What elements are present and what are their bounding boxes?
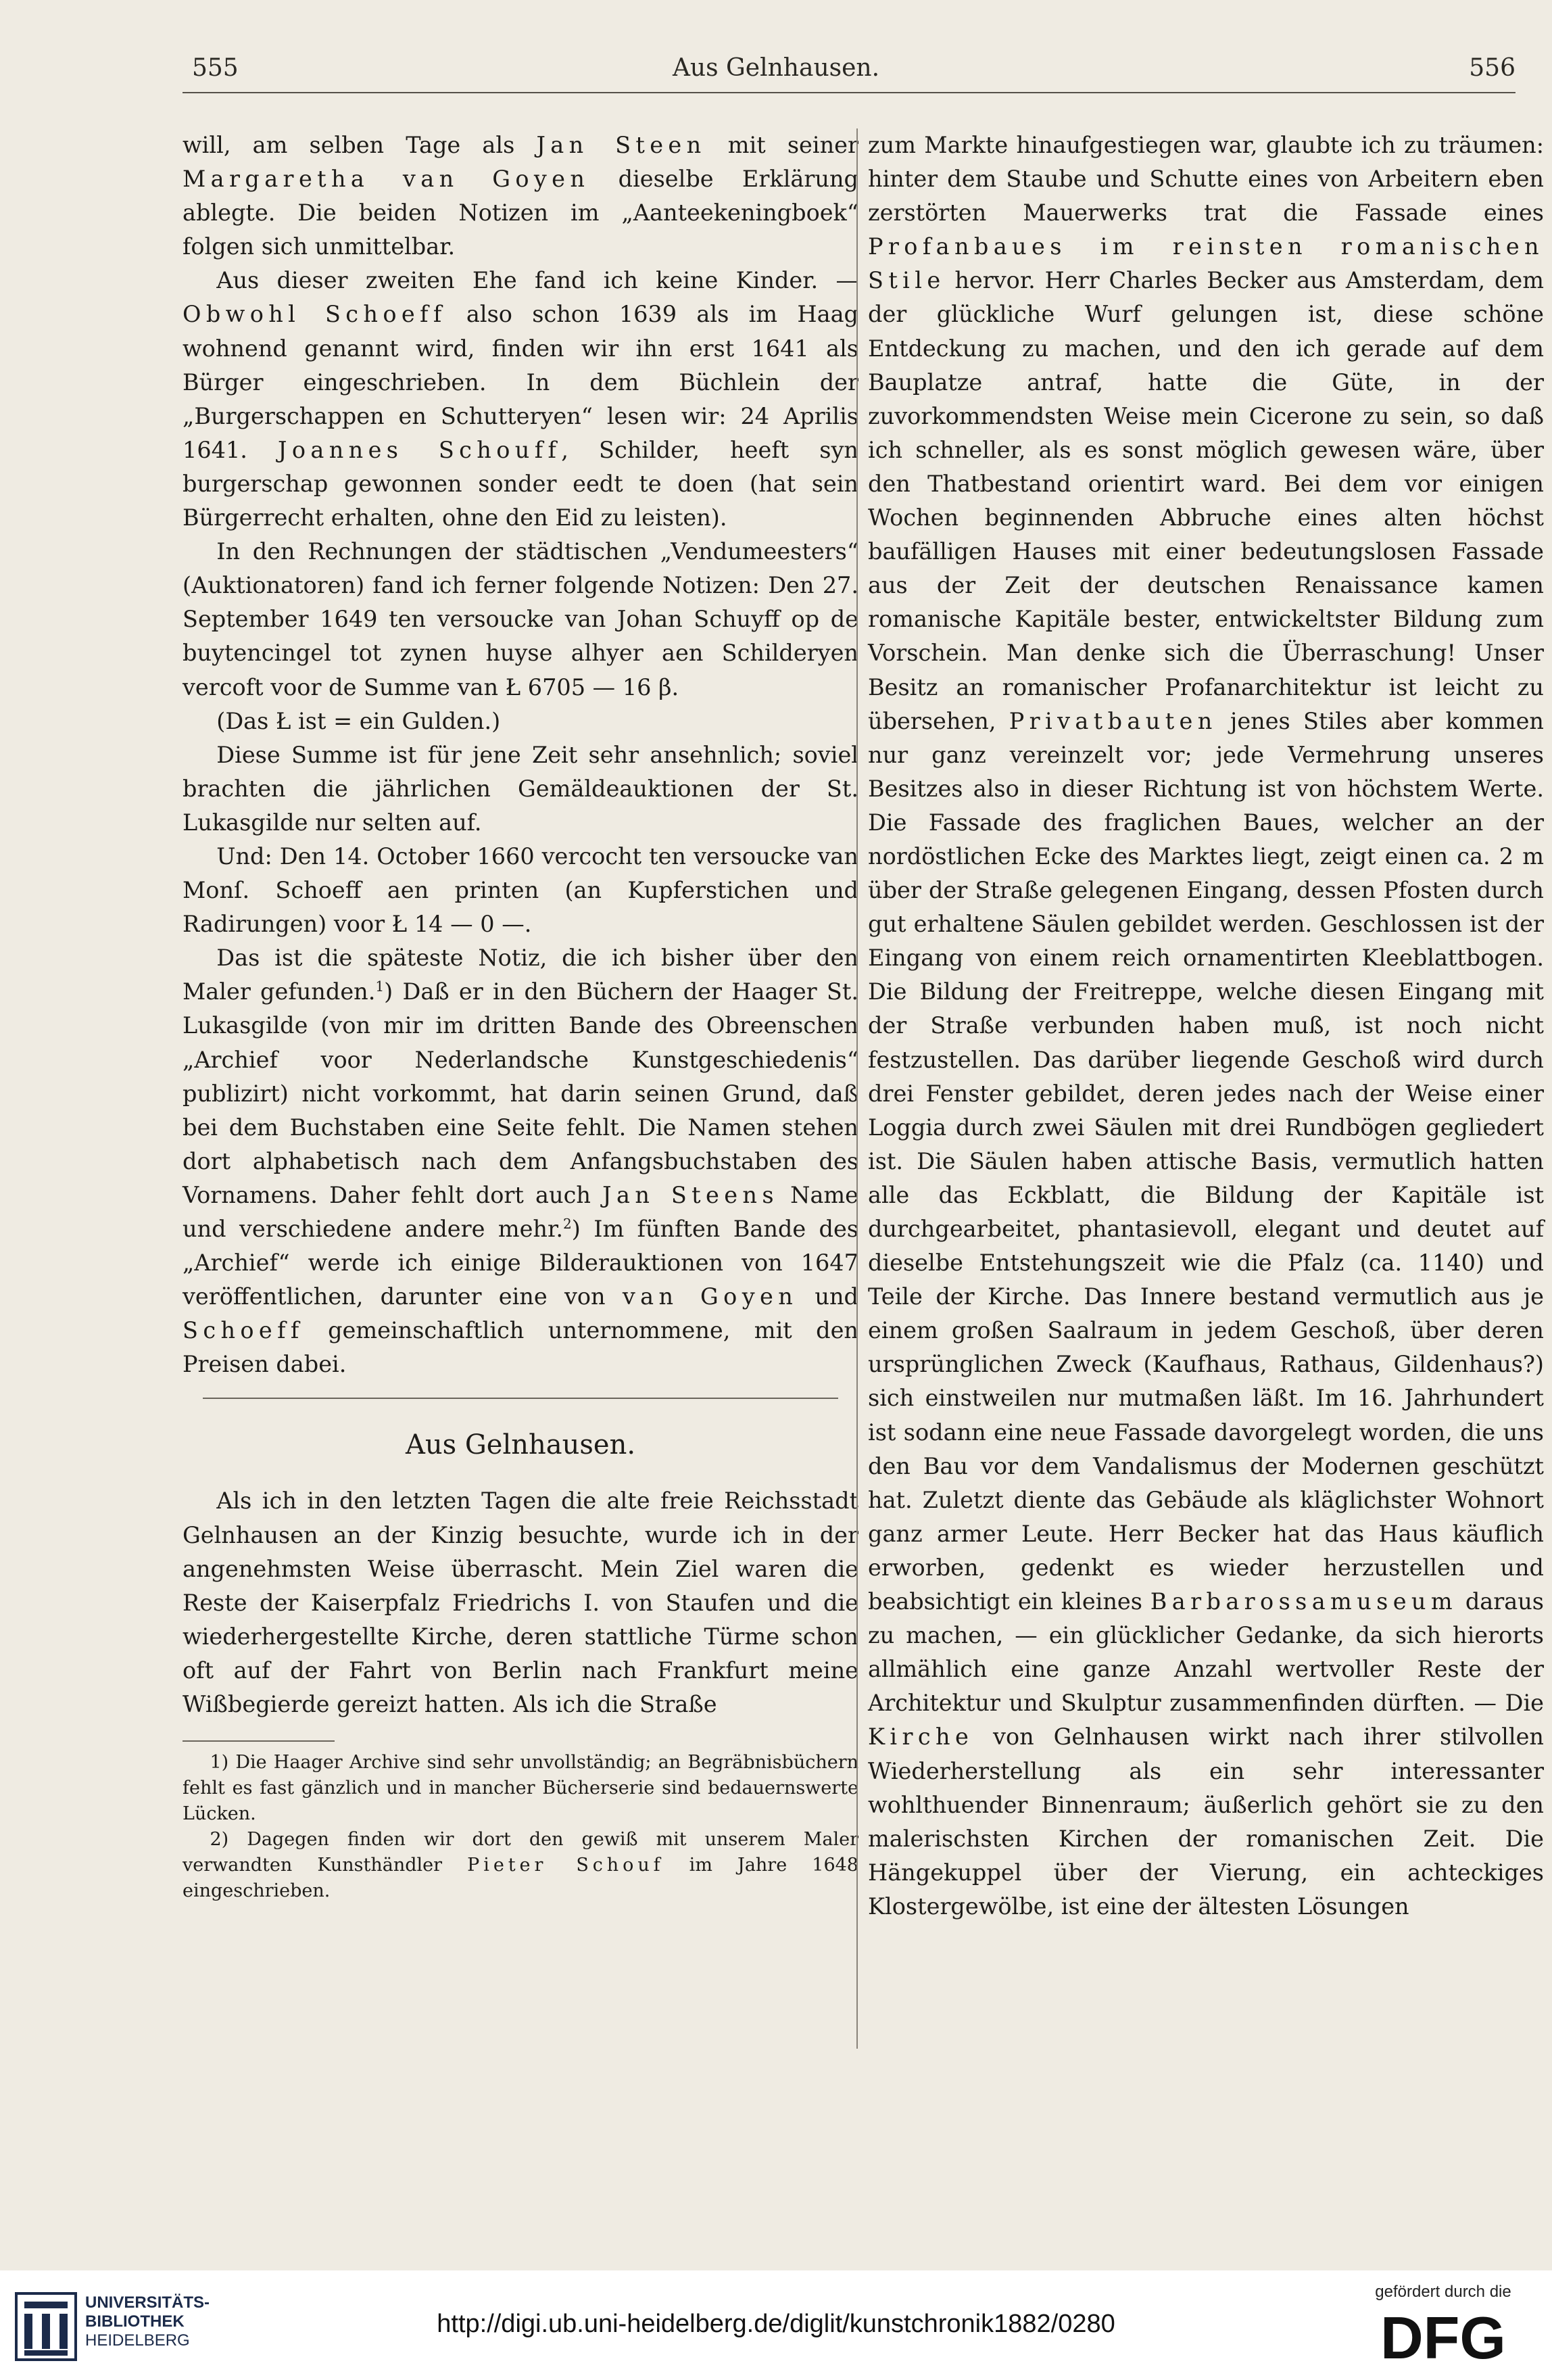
paragraph: will, am selben Tage als Jan Steen mit seiner Margaretha van Goyen dieselbe Erklärung ablegte. Die beiden Notizen im „Aanteekeningboek“ folgen sich unmittelbar. [183,132,858,260]
dfg-logo-text: DFG [1380,2306,1506,2366]
emphasis: Profanbaues im reinsten romanischen Stile [868,233,1544,294]
page-header [0,0,1552,101]
paragraph: Und: Den 14. October 1660 vercocht ten versoucke van Monſ. Schoeff aen printen (an Kupferstichen und Radirungen) voor Ł 14 — 0 —. [183,842,858,938]
footnote: 2) Dagegen finden wir dort den gewiß mit unserem Maler verwandten Kunsthändler Pieter Schouf im Jahre 1648 eingeschrieben. [183,1829,858,1902]
paragraph: Diese Summe ist für jene Zeit sehr ansehnlich; soviel brachten die jährlichen Gemäldeauktionen der St. Lukasgilde nur selten auf. [183,741,858,836]
person-name: Schoeff [183,1317,304,1344]
emphasis: Privatbauten [1009,707,1217,734]
paragraph: Das ist die späteste Notiz, die ich bisher über den Maler gefunden.$^1$) Daß er in den Büchern der Haager St. Lukasgilde (von mir im dritten Bande des Obreenschen „Archief voor Nederlandsche Kunstgeschiedenis“ publizirt) nicht vorkommt, hat darin seinen Grund, daß bei dem Buchstaben eine Seite fehlt. Die Namen stehen dort alphabetisch nach dem Anfangsbuchstaben des Vornamens. Daher fehlt dort auch Jan Steens Name und verschiedene andere mehr.$^2$) Im fünften Bande des „Archief“ werde ich einige Bilderauktionen von 1647 veröffentlichen, darunter eine von van Goyen und Schoeff gemeinschaftlich unternommene, mit den Preisen dabei. [183,945,859,1378]
library-name: UNIVERSITÄTS- BIBLIOTHEK HEIDELBERG [85,2293,210,2350]
person-name: Jan Steen [536,132,706,158]
footer-bar [0,2270,1552,2380]
dfg-logo-icon[interactable] [1365,2306,1521,2366]
section-title: Aus Gelnhausen. [405,1429,636,1461]
sponsor-caption: gefördert durch die [1375,2283,1511,2301]
paragraph: Als ich in den letzten Tagen die alte freie Reichsstadt Gelnhausen an der Kinzig besuchte, wurde ich in der angenehmsten Weise überrascht. Mein Ziel waren die Reste der Kaiserpfalz Friedrichs I. von Staufen und die wiederhergestellte Kirche, deren stattliche Türme schon oft auf der Fahrt von Berlin nach Frankfurt meine Wißbegierde gereizt hatten. Als ich die Straße [183,1488,858,1718]
footnote-ref: 1 [375,978,385,995]
paragraph: (Das Ł ist = ein Gulden.) [216,707,501,734]
paragraph: Aus dieser zweiten Ehe fand ich keine Kinder. — Obwohl Schoeff also schon 1639 als im Haag wohnend genannt wird, finden wir ihn erst 1641 als Bürger eingeschrieben. In dem Büchlein der „Burgerschappen en Schutteryen“ lesen wir: 24 Aprilis 1641. Joannes Schouff, Schilder, heeft syn burgerschap gewonnen sonder eedt te doen (hat sein Bürgerrecht erhalten, ohne den Eid zu leisten). [183,267,858,531]
left-column [183,128,858,1904]
source-url-link[interactable]: http://digi.ub.uni-heidelberg.de/diglit/kunstchronik1882/0280 [437,2310,1115,2338]
header-rule [183,92,1515,93]
paragraph: In den Rechnungen der städtischen „Vendumeesters“ (Auktionatoren) fand ich ferner folgende Notizen: Den 27. September 1649 ten versoucke van Johan Schuyff op de buytencingel tot zynen huyse alhyer aen Schilderyen vercoft voor de Summe van Ł 6705 — 16 β. [183,538,858,700]
column-divider [856,128,858,2049]
footnote-rule [183,1740,335,1742]
emphasis: Kirche [868,1723,974,1751]
person-name: Obwohl Schoeff [183,301,447,328]
person-name: Pieter Schouf [467,1855,664,1876]
page-number-right: 556 [1469,54,1515,82]
footnote: 1) Die Haager Archive sind sehr unvollständig; an Begräbnisbüchern fehlt es fast gänzlich und in mancher Bücherserie sind bedauernswerte Lücken. [183,1752,858,1825]
section-divider [183,1381,858,1414]
person-name: Joannes Schouff [278,436,562,463]
running-title: Aus Gelnhausen. [672,54,880,82]
emphasis: Barbarossamuseum [1150,1588,1457,1615]
paragraph: zum Markte hinaufgestiegen war, glaubte ich zu träumen: hinter dem Staube und Schutte eines von Arbeitern eben zerstörten Mauerwerks trat die Fassade eines Profanbaues im reinsten romanischen Stile hervor. Herr Charles Becker aus Amsterdam, dem der glückliche Wurf gelungen ist, diese schöne Entdeckung zu machen, und den ich gerade auf dem Bauplatze antraf, hatte die Güte, in der zuvorkommendsten Weise mein Cicerone zu sein, so daß ich schneller, als es sonst möglich gewesen wäre, über den Thatbestand orientirt ward. Bei dem vor einigen Wochen beginnenden Abbruche eines alten höchst baufälligen Hauses mit einer bedeutungslosen Fassade aus der Zeit der deutschen Renaissance kamen romanische Kapitäle bester, entwickeltster Bildung zum Vorschein. Man denke sich die Überraschung! Unser Besitz an romanischer Profanarchitektur ist leicht zu übersehen, Privatbauten jenes Stiles aber kommen nur ganz vereinzelt vor; jede Vermehrung unseres Besitzes also in dieser Richtung ist von höchstem Werte. Die Fassade des fraglichen Baues, welcher an der nordöstlichen Ecke des Marktes liegt, zeigt einen ca. 2 m über der Straße gelegenen Eingang, dessen Pfosten durch gut erhaltene Säulen gebildet werden. Geschlossen ist der Eingang von einem reich ornamentirten Kleeblattbogen. Die Bildung der Freitreppe, welche diesen Eingang mit der Straße verbunden haben muß, ist noch nicht festzustellen. Das darüber liegende Geschoß wird durch drei Fenster gebildet, deren jedes nach der Weise einer Loggia durch zwei Säulen mit drei Rundbögen gegliedert ist. Die Säulen haben attische Basis, vermutlich hatten alle das Eckblatt, die Bildung der Kapitäle ist durchgearbeitet, phantasievoll, elegant und deutet auf dieselbe Entstehungszeit wie die Pfalz (ca. 1140) und Teile der Kirche. Das Innere bestand vermutlich aus je einem großen Saalraum in jedem Geschoß, über deren ursprünglichen Zweck (Kaufhaus, Rathaus, Gildenhaus?) sich einstweilen nur mutmaßen läßt. Im 16. Jahrhundert ist sodann eine neue Fassade davorgelegt worden, die uns den Bau vor dem Vandalismus der Modernen geschützt hat. Zuletzt diente das Gebäude als kläglichster Wohnort ganz armer Leute. Herr Becker hat das Haus käuflich erworben, gedenkt es wieder herzustellen und beabsichtigt ein kleines Barbarossamuseum daraus zu machen, — ein glücklicher Gedanke, da sich hierorts allmählich eine ganze Anzahl wertvoller Reste der Architektur und Skulptur zusammenfinden dürften. — Die Kirche von Gelnhausen wirkt nach ihrer stilvollen Wiederherstellung als ein sehr interessanter wohlthuender Binnenraum; äußerlich gehört sie zu den malerischsten Kirchen der romanischen Zeit. Die Hängekuppel über der Vierung, ein achteckiges Klostergewölbe, ist eine der ältesten Lösungen [868,132,1544,1920]
page-number-left: 555 [192,54,239,82]
person-name: Margaretha van Goyen [183,166,590,193]
sponsor-block [1359,2283,1528,2369]
footnote-ref: 2 [562,1215,572,1232]
person-name: Jan Steens [602,1181,779,1208]
person-name: van Goyen [622,1283,798,1310]
right-column [868,128,1544,1924]
